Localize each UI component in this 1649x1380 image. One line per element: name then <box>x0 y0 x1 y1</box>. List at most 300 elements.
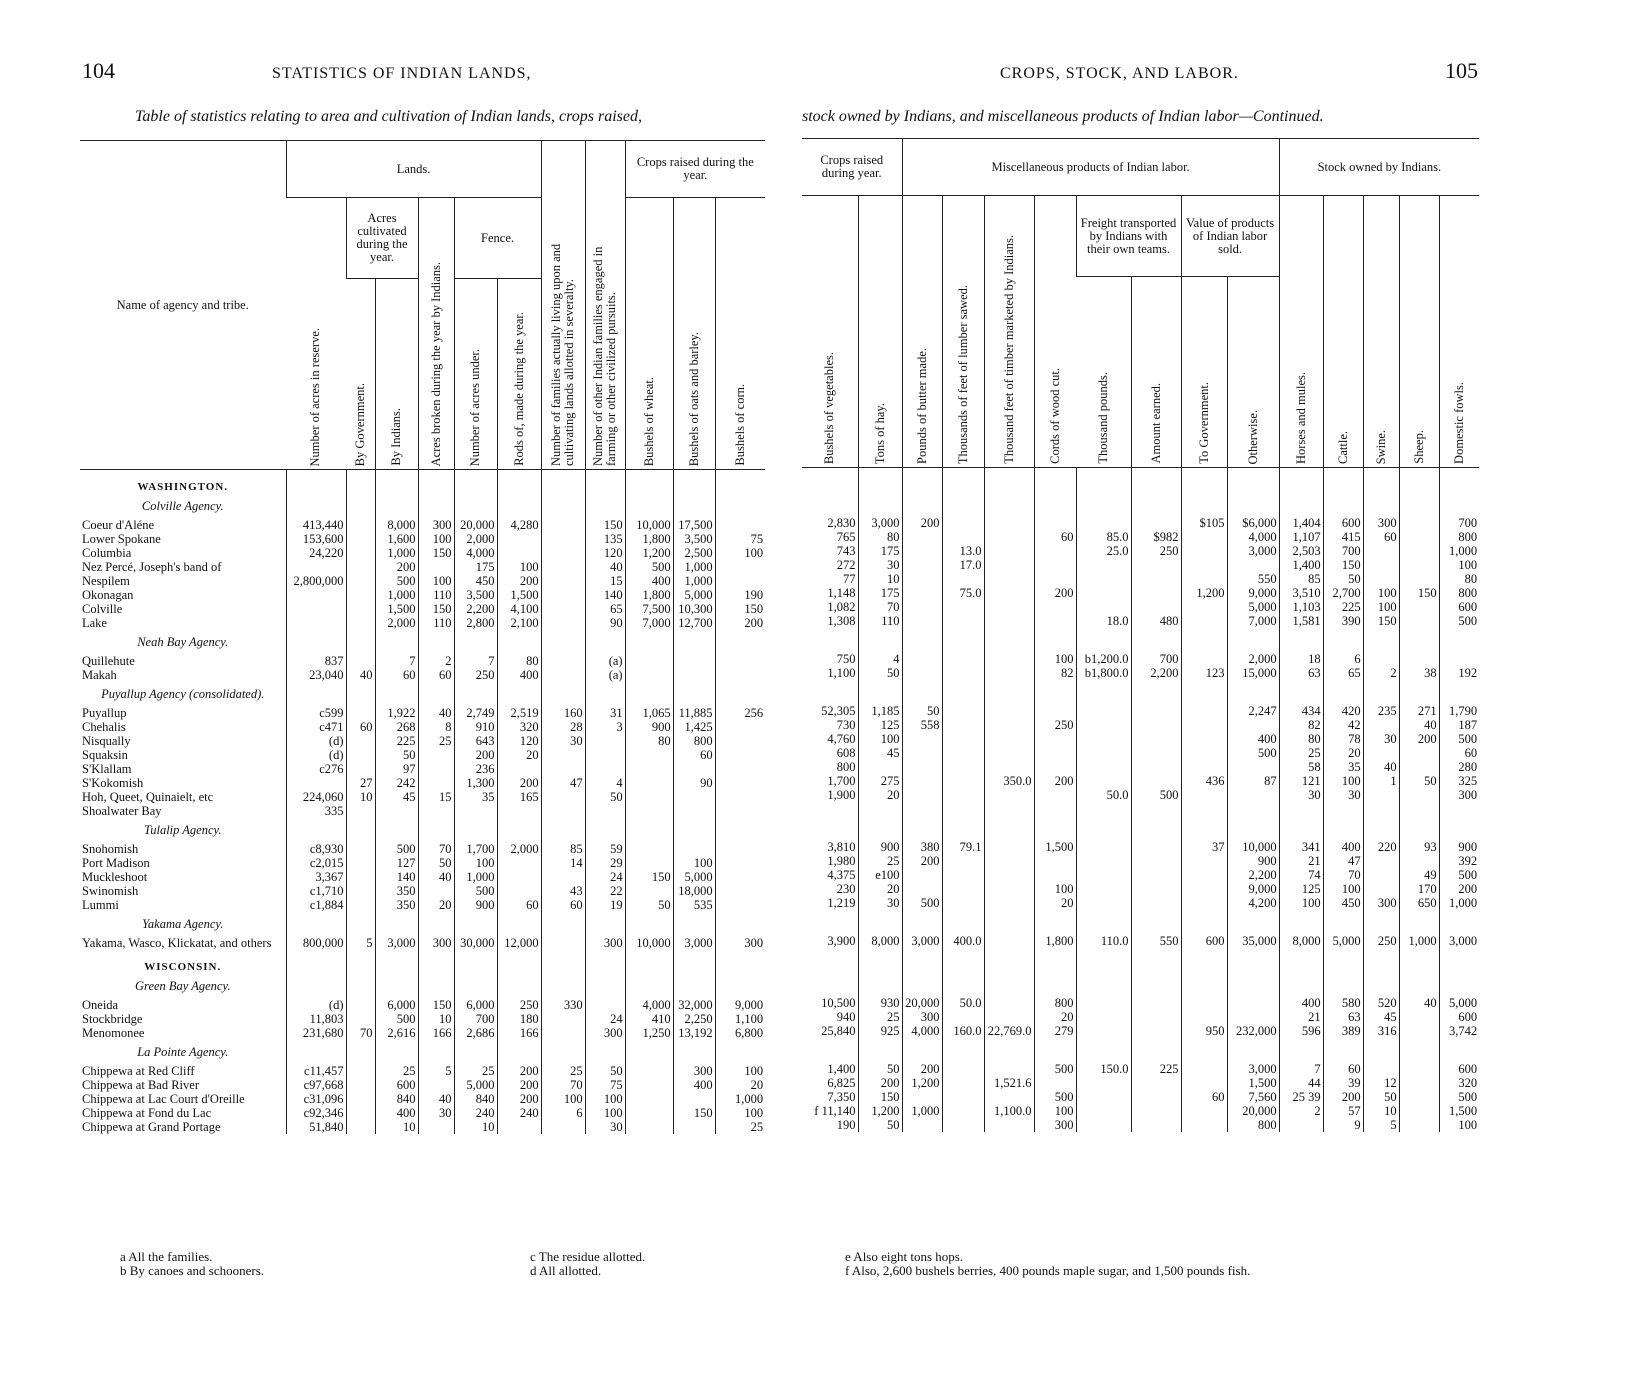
table-cell <box>1131 572 1181 586</box>
table-row <box>802 760 1479 774</box>
table-cell: 24 <box>585 1012 625 1026</box>
tribe-name: Columbia <box>82 546 132 560</box>
table-cell <box>286 974 346 998</box>
table-cell: 35 <box>454 790 497 804</box>
table-cell: 3,000 <box>902 934 942 948</box>
table-cell: 25,840 <box>821 1024 856 1038</box>
table-cell: 49 <box>1399 868 1439 882</box>
table-cell: 200 <box>1034 774 1076 788</box>
table-cell <box>1181 1062 1227 1076</box>
table-cell <box>1131 1024 1181 1038</box>
table-cell <box>673 654 715 668</box>
table-cell <box>418 804 454 818</box>
table-cell <box>1399 544 1439 558</box>
table-cell <box>497 762 541 776</box>
table-cell: 160.0 <box>942 1024 984 1038</box>
table-cell <box>1227 492 1279 516</box>
table-row <box>802 746 1479 760</box>
table-cell <box>497 494 541 518</box>
table-cell <box>802 948 858 972</box>
table-cell: 20 <box>858 788 902 802</box>
table-cell <box>375 804 418 818</box>
table-cell: 200 <box>497 1078 541 1092</box>
table-cell: 800 <box>1227 1118 1279 1132</box>
table-cell <box>942 746 984 760</box>
header-cattle: Cattle. <box>1335 431 1350 464</box>
header-lands: Lands. <box>286 141 541 198</box>
table-cell <box>942 1062 984 1076</box>
table-cell: 500 <box>1439 614 1479 628</box>
table-cell: 24,220 <box>286 546 346 560</box>
table-cell <box>1076 972 1131 996</box>
table-cell <box>1131 718 1181 732</box>
table-cell <box>1363 910 1399 934</box>
table-cell <box>1034 948 1076 972</box>
table-cell <box>346 470 375 495</box>
table-row <box>80 546 765 560</box>
table-cell: 80 <box>858 530 902 544</box>
table-cell <box>541 630 585 654</box>
table-cell: 450 <box>1323 896 1363 910</box>
table-row <box>802 1010 1479 1024</box>
table-cell: 40 <box>585 560 625 574</box>
table-cell <box>1439 802 1479 816</box>
table-cell: 272 <box>836 558 856 572</box>
table-cell <box>984 704 1034 718</box>
table-cell <box>1181 572 1227 586</box>
table-cell: 125 <box>1279 882 1323 896</box>
table-cell: 22 <box>585 884 625 898</box>
table-cell: 600 <box>1181 934 1227 948</box>
table-cell <box>673 842 715 856</box>
table-cell: 3,500 <box>673 532 715 546</box>
table-cell: 18.0 <box>1076 614 1131 628</box>
table-cell <box>1076 492 1131 516</box>
table-cell <box>902 530 942 544</box>
table-cell <box>585 734 625 748</box>
footnote-d: d All allotted. <box>530 1263 602 1278</box>
table-cell <box>984 572 1034 586</box>
table-cell: 9,000 <box>1227 586 1279 600</box>
table-cell <box>715 818 765 842</box>
table-cell: 35 <box>1323 760 1363 774</box>
table-row <box>802 600 1479 614</box>
table-cell <box>858 948 902 972</box>
table-cell <box>1323 1038 1363 1062</box>
table-cell: 110.0 <box>1076 934 1131 948</box>
table-cell: 12,700 <box>673 616 715 630</box>
header-wood: Cords of wood cut. <box>1047 368 1062 464</box>
table-cell: 1,082 <box>827 600 856 614</box>
table-cell: 224,060 <box>286 790 346 804</box>
table-cell <box>942 628 984 652</box>
table-cell <box>286 912 346 936</box>
table-cell <box>858 492 902 516</box>
table-cell <box>1227 996 1279 1010</box>
table-cell: 279 <box>1034 1024 1076 1038</box>
table-cell: 200 <box>858 1076 902 1090</box>
table-cell <box>1181 882 1227 896</box>
table-cell <box>1227 680 1279 704</box>
table-cell: 150 <box>1323 558 1363 572</box>
table-cell <box>1181 802 1227 816</box>
table-cell: 10 <box>375 1120 418 1134</box>
table-cell: 22,769.0 <box>984 1024 1034 1038</box>
table-cell <box>1131 910 1181 934</box>
table-cell <box>673 668 715 682</box>
table-cell <box>715 630 765 654</box>
group-heading: Tulalip Agency. <box>143 823 222 837</box>
table-cell: 400 <box>497 668 541 682</box>
table-cell: 232,000 <box>1227 1024 1279 1038</box>
table-cell: 2,749 <box>454 706 497 720</box>
table-cell: 190 <box>836 1118 856 1132</box>
table-cell <box>1181 680 1227 704</box>
table-cell: 256 <box>715 706 765 720</box>
tribe-name: Makah <box>82 668 117 682</box>
table-cell <box>942 614 984 628</box>
table-cell: 5 <box>346 936 375 950</box>
table-cell <box>625 804 673 818</box>
table-cell <box>1363 492 1399 516</box>
table-cell <box>1076 868 1131 882</box>
table-cell: 316 <box>1363 1024 1399 1038</box>
table-row <box>80 748 765 762</box>
table-cell <box>942 1090 984 1104</box>
table-cell: 2,000 <box>375 616 418 630</box>
table-cell <box>984 802 1034 816</box>
table-cell <box>286 494 346 518</box>
table-cell: 910 <box>454 720 497 734</box>
table-cell <box>1363 558 1399 572</box>
table-cell <box>1181 732 1227 746</box>
table-cell: 30 <box>858 558 902 572</box>
table-cell <box>346 898 375 912</box>
table-cell <box>1131 468 1181 493</box>
table-cell: 45 <box>1363 1010 1399 1024</box>
table-cell <box>1131 600 1181 614</box>
table-cell <box>673 818 715 842</box>
table-cell: c2,015 <box>286 856 346 870</box>
table-cell: 200 <box>1034 586 1076 600</box>
table-cell <box>1076 882 1131 896</box>
header-otherwise: Otherwise. <box>1245 409 1260 464</box>
table-cell: 100 <box>1439 558 1479 572</box>
table-cell: 20,000 <box>902 996 942 1010</box>
table-cell <box>1323 948 1363 972</box>
table-cell: 60 <box>1181 1090 1227 1104</box>
header-value-sold: Value of products of Indian labor sold. <box>1181 196 1279 277</box>
table-cell <box>541 494 585 518</box>
table-cell: 100 <box>715 1064 765 1078</box>
table-cell: 1,500 <box>497 588 541 602</box>
table-cell: 39 <box>1323 1076 1363 1090</box>
table-cell <box>902 732 942 746</box>
header-swine: Swine. <box>1373 429 1388 464</box>
table-cell: 165 <box>497 790 541 804</box>
table-cell: c8,930 <box>286 842 346 856</box>
table-cell: 25 <box>418 734 454 748</box>
table-cell: 2,100 <box>497 616 541 630</box>
table-cell: 1,103 <box>1279 600 1323 614</box>
table-cell: 4,000 <box>1227 530 1279 544</box>
table-row <box>80 706 765 720</box>
table-cell <box>984 732 1034 746</box>
table-cell <box>1439 948 1479 972</box>
tribe-name: Chippewa at Lac Court d'Oreille <box>82 1092 245 1106</box>
table-cell <box>418 818 454 842</box>
table-cell: 15 <box>418 790 454 804</box>
table-cell: 40 <box>1399 996 1439 1010</box>
table-cell: 100 <box>1363 586 1399 600</box>
table-cell: 90 <box>673 776 715 790</box>
table-cell: 3,000 <box>375 936 418 950</box>
table-row <box>80 1120 765 1134</box>
table-cell: 6,000 <box>375 998 418 1012</box>
table-cell <box>942 802 984 816</box>
table-cell <box>497 546 541 560</box>
table-cell <box>346 1064 375 1078</box>
header-butter: Pounds of butter made. <box>914 348 929 464</box>
table-cell <box>1076 854 1131 868</box>
table-cell: 18,000 <box>673 884 715 898</box>
table-cell: 1,200 <box>858 1104 902 1118</box>
table-cell <box>1399 1062 1439 1076</box>
tribe-name: Menomonee <box>82 1026 145 1040</box>
table-cell <box>286 950 346 974</box>
table-cell: (d) <box>286 998 346 1012</box>
table-cell: 47 <box>1323 854 1363 868</box>
table-cell <box>1399 558 1439 572</box>
table-cell: 175 <box>858 586 902 600</box>
table-cell <box>1076 1118 1131 1132</box>
table-cell: 1,000 <box>673 560 715 574</box>
table-cell: 350 <box>375 898 418 912</box>
table-cell: 2,830 <box>827 516 856 530</box>
table-cell <box>1034 972 1076 996</box>
table-cell <box>541 560 585 574</box>
table-cell: 3,367 <box>286 870 346 884</box>
table-cell <box>1363 882 1399 896</box>
table-cell: 410 <box>625 1012 673 1026</box>
group-row <box>802 680 1479 704</box>
table-cell: 4,375 <box>827 868 856 882</box>
group-row <box>80 912 765 936</box>
table-cell <box>1034 1076 1076 1090</box>
table-cell <box>286 776 346 790</box>
table-cell: 5,000 <box>1439 996 1479 1010</box>
table-cell <box>497 804 541 818</box>
table-cell <box>1131 586 1181 600</box>
group-heading: Colville Agency. <box>141 499 224 513</box>
table-cell <box>585 998 625 1012</box>
table-cell <box>942 910 984 934</box>
table-cell: 47 <box>541 776 585 790</box>
table-cell: 25 39 <box>1279 1090 1323 1104</box>
table-cell: c471 <box>286 720 346 734</box>
right-table-body <box>802 468 1479 1133</box>
table-cell: 10 <box>454 1120 497 1134</box>
table-cell: 20 <box>715 1078 765 1092</box>
tribe-name: Yakama, Wasco, Klickatat, and others <box>82 936 272 950</box>
table-cell: 1,800 <box>625 532 673 546</box>
table-cell: 3,900 <box>827 934 856 948</box>
table-cell: 800 <box>836 760 856 774</box>
table-cell: 1,581 <box>1279 614 1323 628</box>
table-cell: 125 <box>858 718 902 732</box>
table-cell <box>585 818 625 842</box>
table-cell: 1,000 <box>673 574 715 588</box>
table-cell <box>715 748 765 762</box>
table-cell <box>1076 1024 1131 1038</box>
table-cell <box>984 666 1034 680</box>
table-cell: 180 <box>497 1012 541 1026</box>
table-cell: 300 <box>1363 896 1399 910</box>
table-cell <box>715 804 765 818</box>
tribe-name: Lake <box>82 616 107 630</box>
table-cell <box>418 1078 454 1092</box>
tribe-name: Okonagan <box>82 588 134 602</box>
table-cell <box>942 680 984 704</box>
table-cell <box>1363 868 1399 882</box>
table-cell <box>1076 840 1131 854</box>
table-cell: 25.0 <box>1076 544 1131 558</box>
table-cell: 60 <box>1323 1062 1363 1076</box>
table-cell <box>942 718 984 732</box>
table-cell <box>541 616 585 630</box>
table-cell: 24 <box>585 870 625 884</box>
table-cell: 80 <box>1279 732 1323 746</box>
group-row <box>80 630 765 654</box>
table-cell <box>902 948 942 972</box>
table-row <box>80 602 765 616</box>
table-cell <box>1439 910 1479 934</box>
table-cell: 12,000 <box>497 936 541 950</box>
table-cell <box>1227 468 1279 493</box>
left-statistics-table <box>80 141 765 1134</box>
table-cell <box>625 470 673 495</box>
table-cell: 2,000 <box>1227 652 1279 666</box>
table-cell <box>541 762 585 776</box>
table-row <box>80 616 765 630</box>
table-cell <box>1181 1076 1227 1090</box>
table-cell: 300 <box>418 936 454 950</box>
table-cell <box>585 912 625 936</box>
table-cell <box>1181 868 1227 882</box>
table-cell <box>902 1090 942 1104</box>
table-cell: 100 <box>541 1092 585 1106</box>
table-cell: 20 <box>497 748 541 762</box>
right-running-head: CROPS, STOCK, AND LABOR. <box>1000 65 1239 82</box>
table-cell <box>902 628 942 652</box>
table-cell <box>858 760 902 774</box>
table-cell: 225 <box>1131 1062 1181 1076</box>
table-cell: 1,500 <box>1439 1104 1479 1118</box>
table-cell <box>541 790 585 804</box>
group-row <box>802 948 1479 972</box>
table-cell <box>1034 868 1076 882</box>
table-cell: 100 <box>418 574 454 588</box>
tribe-name: Swinomish <box>82 884 139 898</box>
table-row <box>802 530 1479 544</box>
table-cell <box>984 1118 1034 1132</box>
table-cell: 2,200 <box>1131 666 1181 680</box>
table-cell: 600 <box>1323 516 1363 530</box>
table-row <box>80 1026 765 1040</box>
table-cell: 50 <box>902 704 942 718</box>
table-cell <box>858 910 902 934</box>
tribe-name: Chippewa at Red Cliff <box>82 1064 195 1078</box>
tribe-name: Chippewa at Grand Portage <box>82 1120 221 1134</box>
table-cell: 153,600 <box>286 532 346 546</box>
table-cell: 743 <box>836 544 856 558</box>
table-cell <box>1131 1076 1181 1090</box>
table-cell: 413,440 <box>286 518 346 532</box>
table-row <box>80 998 765 1012</box>
table-cell: 500 <box>1131 788 1181 802</box>
table-cell: 75 <box>715 532 765 546</box>
table-row <box>80 588 765 602</box>
table-cell: 220 <box>1363 840 1399 854</box>
table-cell <box>715 856 765 870</box>
table-cell: 18 <box>1279 652 1323 666</box>
table-cell: 20 <box>858 882 902 896</box>
table-cell <box>1034 680 1076 704</box>
table-cell: 1,250 <box>625 1026 673 1040</box>
table-cell <box>585 974 625 998</box>
table-cell: 2,800,000 <box>286 574 346 588</box>
table-cell <box>1076 680 1131 704</box>
table-cell: 100 <box>858 732 902 746</box>
table-cell <box>418 884 454 898</box>
table-cell: 925 <box>858 1024 902 1038</box>
group-row <box>802 628 1479 652</box>
table-cell: 150 <box>418 546 454 560</box>
table-cell: 300 <box>1439 788 1479 802</box>
table-cell <box>1131 868 1181 882</box>
table-cell: 1,065 <box>625 706 673 720</box>
table-cell <box>585 682 625 706</box>
table-cell <box>1227 718 1279 732</box>
table-cell <box>902 1038 942 1062</box>
header-fence-acres: Number of acres under. <box>468 348 482 466</box>
table-row <box>80 720 765 734</box>
table-cell <box>1279 1038 1323 1062</box>
table-row <box>802 572 1479 586</box>
table-cell: 150 <box>1363 614 1399 628</box>
table-cell: 21 <box>1279 854 1323 868</box>
table-cell <box>454 682 497 706</box>
table-cell <box>942 1076 984 1090</box>
table-cell <box>984 910 1034 934</box>
table-cell <box>715 720 765 734</box>
table-cell <box>1227 760 1279 774</box>
table-cell <box>585 804 625 818</box>
table-cell: 65 <box>585 602 625 616</box>
table-cell <box>1034 854 1076 868</box>
table-cell: 420 <box>1323 704 1363 718</box>
table-cell <box>673 804 715 818</box>
table-cell: 2,700 <box>1323 586 1363 600</box>
table-cell: 558 <box>902 718 942 732</box>
table-cell: 900 <box>858 840 902 854</box>
table-cell <box>497 1040 541 1064</box>
table-cell: 140 <box>375 870 418 884</box>
table-cell <box>1181 1118 1227 1132</box>
table-cell <box>497 630 541 654</box>
table-cell: 1,922 <box>375 706 418 720</box>
table-cell <box>454 974 497 998</box>
